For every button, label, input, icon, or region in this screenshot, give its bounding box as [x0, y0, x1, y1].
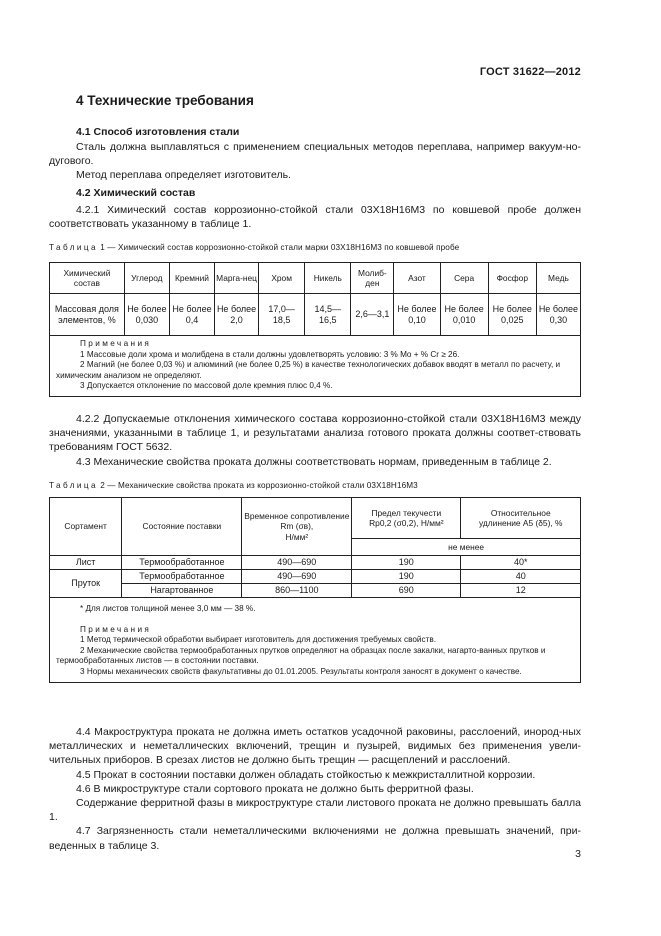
note-item: 2 Магний (не более 0,03 %) и алюминий (не более 0,25 %) в качестве технологических добавок вводят в металл по расчету, и химическим анализом не определяют. — [56, 360, 561, 380]
header-cell: Кремний — [169, 263, 214, 294]
cell: 14,5— 16,5 — [305, 294, 351, 336]
header-text: Н/мм² — [285, 531, 309, 542]
header-cell: Химический состав — [50, 263, 125, 294]
note-item: 1 Метод термической обработки выбирает изготовитель для достижения требуемых свойств. — [80, 635, 436, 645]
header-text: Rm (σв), — [280, 521, 314, 532]
table-header-row — [50, 263, 581, 294]
table-notes — [50, 598, 581, 683]
header-text: Временное сопротивление — [244, 510, 350, 521]
cell: Не более 0,030 — [124, 294, 169, 336]
header-text: Предел текучести — [371, 507, 442, 518]
header-cell: Фосфор — [488, 263, 536, 294]
paragraph-text: 4.5 Прокат в состоянии поставки должен обладать стойкостью к межкристаллитной коррозии. — [76, 768, 536, 781]
cell: Не более 0,4 — [169, 294, 214, 336]
header-cell: Хром — [259, 263, 305, 294]
cell: Термообработанное — [122, 556, 242, 570]
footnote: * Для листов толщиной менее 3,0 мм — 38 %. — [80, 604, 256, 613]
cell: Термообработанное — [122, 570, 242, 584]
cell: Нагартованное — [122, 584, 242, 598]
table-row — [50, 556, 581, 570]
paragraph-text: 4.3 Механические свойства проката должны соответствовать нормам, приведенным в таблице 2. — [76, 455, 552, 468]
subsection-title-4-1: 4.1 Способ изготовления стали — [76, 126, 240, 138]
paragraph-4-1 — [49, 140, 581, 183]
header-cell: Сера — [440, 263, 488, 294]
header-cell: Углерод — [124, 263, 169, 294]
header-text: удлинение A5 (δ5), % — [478, 518, 563, 528]
cell: Не более 0,10 — [394, 294, 440, 336]
header-text: Относительное — [490, 507, 551, 518]
cell: 40* — [461, 556, 581, 570]
paragraph-text: Содержание ферритной фазы в микроструктуре стали листового проката не должно превышать балла 1. — [49, 797, 581, 824]
cell: 12 — [461, 584, 581, 598]
cell: Не более 0,025 — [488, 294, 536, 336]
notes-heading: Примечания — [80, 624, 152, 634]
note-item: 3 Допускается отклонение по массовой доле кремния плюс 0,4 %. — [80, 381, 333, 391]
header-cell: Молиб-ден — [351, 263, 394, 294]
cell: Пруток — [50, 570, 122, 598]
table-row — [50, 570, 581, 584]
note-item: 2 Механические свойства термообработанных прутков определяют на образцах после закалки, нагарто-ванных прутков и термообработанных листов — в состоянии поставки. — [56, 645, 546, 666]
document-code: ГОСТ 31622—2012 — [479, 66, 581, 78]
table2-caption — [49, 481, 418, 490]
cell: Не более 0,30 — [536, 294, 580, 336]
paragraph-4-2-1 — [49, 203, 581, 231]
note-item: 3 Нормы механических свойств факультативны до 01.01.2005. Результаты контроля заносят в документ о качестве. — [80, 666, 522, 676]
paragraph-text: Сталь должна выплавляться с применением специальных методов переплава, например вакуум-но-дугового. — [49, 141, 581, 168]
cell: 490—690 — [242, 570, 352, 584]
table-label: Таблица — [49, 243, 98, 252]
cell: 490—690 — [242, 556, 352, 570]
header-cell — [352, 498, 461, 539]
table-label: Таблица — [49, 481, 98, 490]
cell: Не более 0,010 — [440, 294, 488, 336]
cell: 690 — [352, 584, 461, 598]
paragraph-text: 4.7 Загрязненность стали неметаллическими включениями не должна превышать значений, при-веденных в таблице 3. — [49, 825, 581, 852]
table-notes-row — [50, 336, 581, 397]
paragraph-text: 4.4 Макроструктура проката не должна иметь остатков усадочной раковины, расслоений, инород-ных металлических и неметаллических включений, трещин и пузырей, видимых без применения увели-чительных приборов. В срезах листов не должно быть трещин — расщеплений и расслоений. — [49, 726, 581, 767]
paragraph-text: 4.6 В микроструктуре стали сортового проката не должно быть ферритной фазы. — [76, 782, 474, 795]
header-cell: Азот — [394, 263, 440, 294]
notes-heading: Примечания — [80, 339, 152, 348]
table-header-row — [50, 498, 581, 539]
header-cell: Никель — [305, 263, 351, 294]
subsection-title-4-2: 4.2 Химический состав — [76, 187, 196, 199]
header-cell: Сортамент — [50, 498, 122, 556]
header-cell: Марга-нец — [215, 263, 259, 294]
cell: Массовая доля элементов, % — [50, 294, 125, 336]
table-caption-text: 1 — Химический состав коррозионно-стойкой стали марки 03Х18Н16М3 по ковшевой пробе — [97, 243, 460, 252]
cell: 860—1100 — [242, 584, 352, 598]
cell: Лист — [50, 556, 122, 570]
note-item: 1 Массовые доли хрома и молибдена в стали должны удовлетворять условию: 3 % Mo + % Cr ≥ 26. — [80, 349, 460, 359]
cell: 190 — [352, 556, 461, 570]
header-cell: Медь — [536, 263, 580, 294]
table-caption-text: 2 — Механические свойства проката из коррозионно-стойкой стали 03Х18Н16М3 — [97, 481, 418, 490]
paragraphs-4-4-to-4-7 — [49, 725, 581, 853]
cell: 190 — [352, 570, 461, 584]
header-cell — [242, 498, 352, 556]
page-number: 3 — [575, 848, 581, 860]
header-cell: не менее — [352, 539, 581, 556]
header-cell: Состояние поставки — [122, 498, 242, 556]
cell: Не более 2,0 — [215, 294, 259, 336]
table-row — [50, 584, 581, 598]
table-row — [50, 294, 581, 336]
table-notes-row — [50, 598, 581, 683]
header-text: Rp0,2 (σ0,2), Н/мм² — [369, 518, 444, 528]
paragraph-4-2-2 — [49, 412, 581, 469]
header-cell — [461, 498, 581, 539]
cell: 40 — [461, 570, 581, 584]
section-title: 4 Технические требования — [76, 93, 254, 108]
cell: 2,6—3,1 — [351, 294, 394, 336]
paragraph-text: 4.2.1 Химический состав коррозионно-стойкой стали 03Х18Н16М3 по ковшевой пробе должен соответствовать указанному в таблице 1. — [49, 204, 581, 231]
table1-caption — [49, 243, 459, 252]
table-2 — [49, 497, 581, 683]
paragraph-text: Метод переплава определяет изготовитель. — [76, 169, 291, 182]
paragraph-text: 4.2.2 Допускаемые отклонения химического состава коррозионно-стойкой стали 03Х18Н16М3 между значениями, указанными в таблице 1, и результатами анализа готового проката должны соответ-ствовать требованиям ГОСТ 5632. — [49, 413, 581, 454]
table-1 — [49, 262, 581, 397]
cell: 17,0— 18,5 — [259, 294, 305, 336]
table-notes — [50, 336, 581, 397]
